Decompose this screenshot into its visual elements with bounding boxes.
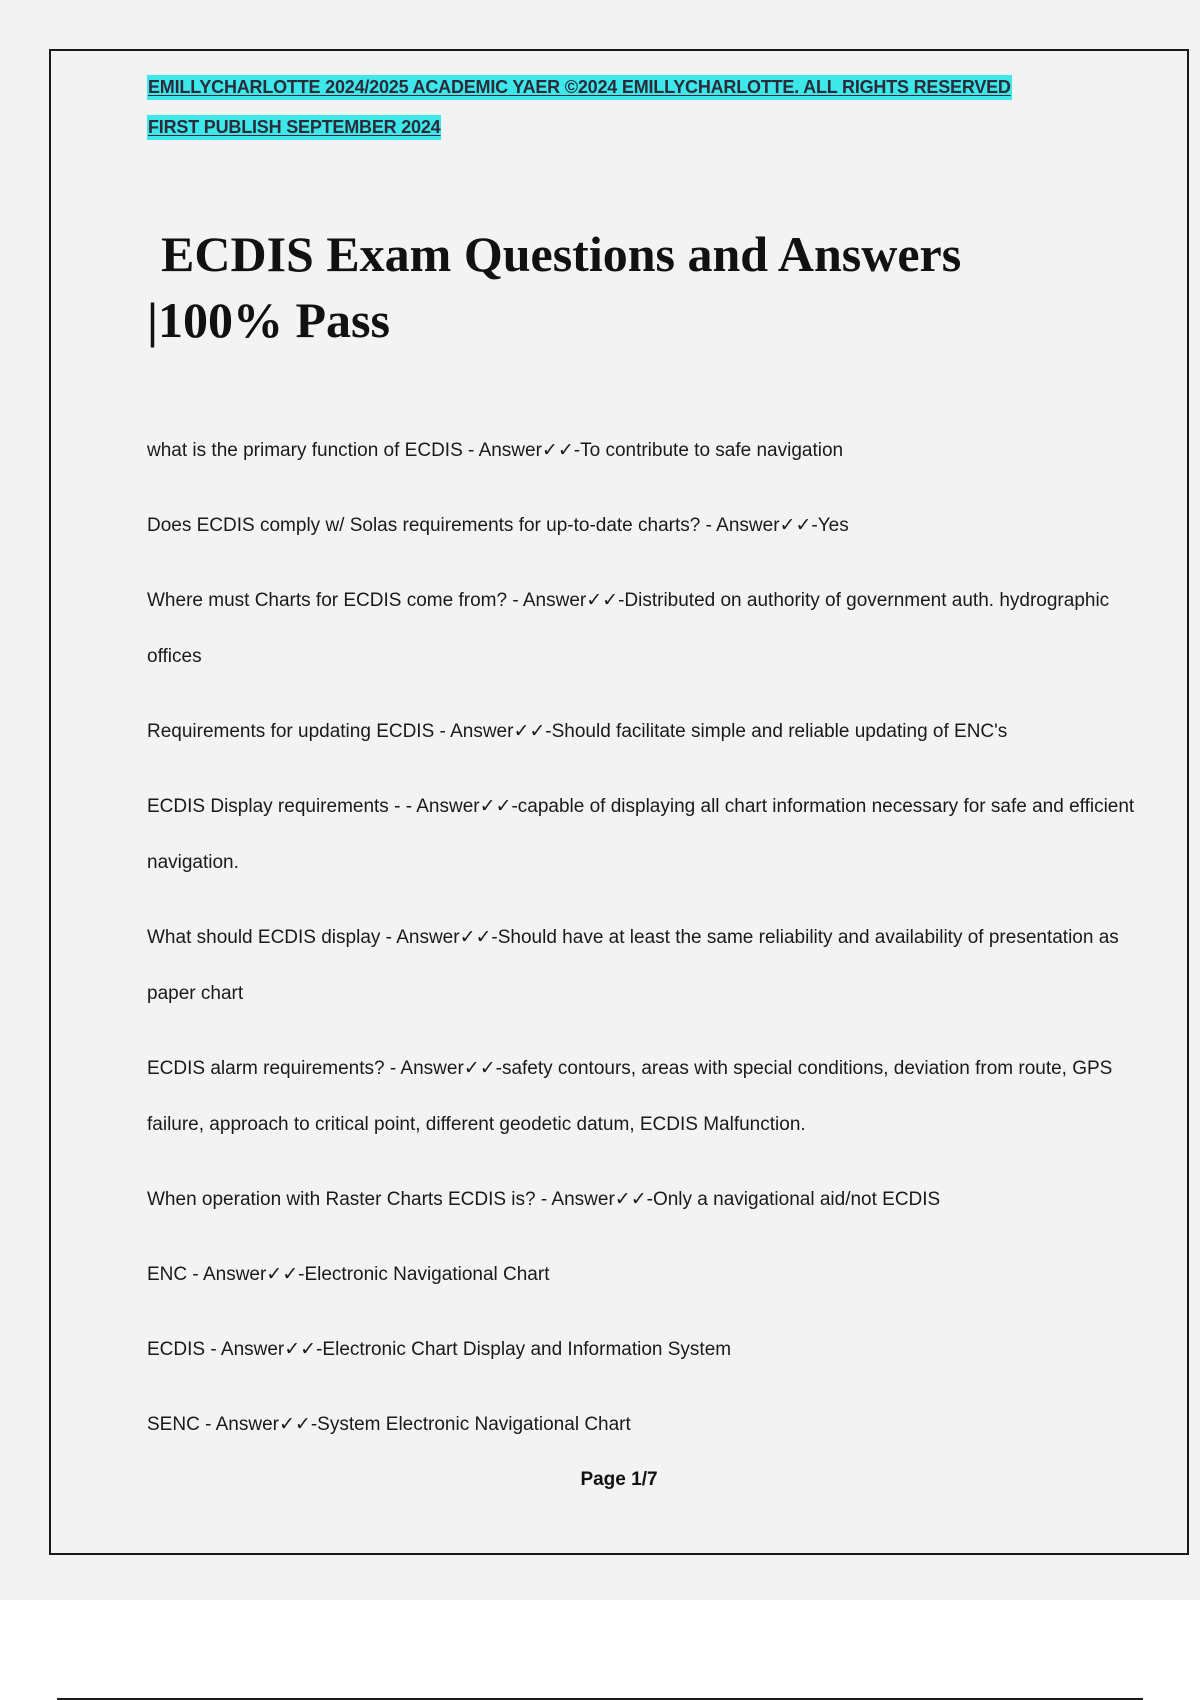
qa-item: Requirements for updating ECDIS - Answer✓✓-Should facilitate simple and reliable updating of ENC's — [147, 721, 1008, 742]
qa-item: Does ECDIS comply w/ Solas requirements for up-to-date charts? - Answer✓✓-Yes — [147, 515, 849, 536]
qa-item: SENC - Answer✓✓-System Electronic Navigational Chart — [147, 1414, 631, 1435]
qa-item: ECDIS - Answer✓✓-Electronic Chart Display and Information System — [147, 1339, 732, 1360]
title-line-2: |100% Pass — [147, 292, 390, 348]
qa-item: ECDIS Display requirements - - Answer✓✓-capable of displaying all chart information necessary for safe and efficient navigation. — [147, 796, 1135, 873]
publish-date-header: FIRST PUBLISH SEPTEMBER 2024 — [147, 115, 441, 140]
document-title — [147, 221, 1107, 353]
page-number: Page 1/7 — [580, 1469, 658, 1490]
qa-item: ENC - Answer✓✓-Electronic Navigational Chart — [147, 1264, 550, 1285]
title-line-1: ECDIS Exam Questions and Answers — [161, 226, 962, 282]
qa-item: What should ECDIS display - Answer✓✓-Should have at least the same reliability and availability of presentation as paper chart — [147, 927, 1119, 1004]
qa-list — [147, 423, 1137, 1472]
qa-item: When operation with Raster Charts ECDIS is? - Answer✓✓-Only a navigational aid/not ECDIS — [147, 1189, 941, 1210]
document-page — [49, 49, 1189, 1555]
qa-item: what is the primary function of ECDIS - Answer✓✓-To contribute to safe navigation — [147, 440, 844, 461]
qa-item: ECDIS alarm requirements? - Answer✓✓-safety contours, areas with special conditions, deviation from route, GPS failure, approach to critical point, different geodetic datum, ECDIS Malfunction. — [147, 1058, 1113, 1135]
copyright-header: EMILLYCHARLOTTE 2024/2025 ACADEMIC YAER ©2024 EMILLYCHARLOTTE. ALL RIGHTS RESERVED — [147, 75, 1012, 100]
qa-item: Where must Charts for ECDIS come from? - Answer✓✓-Distributed on authority of government auth. hydrographic offices — [147, 590, 1110, 667]
